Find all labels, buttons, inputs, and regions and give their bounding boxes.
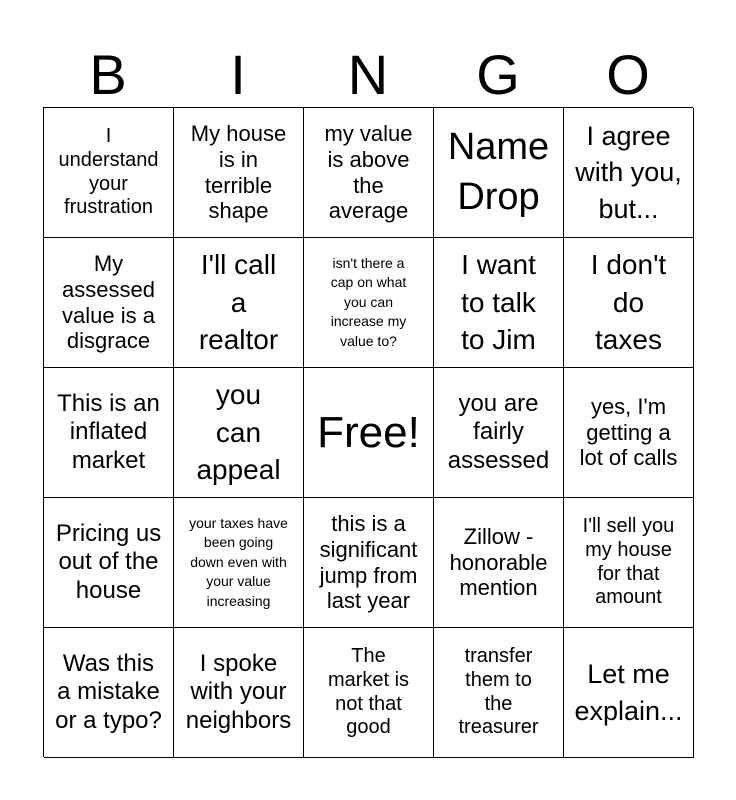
bingo-cell[interactable]: I agree with you, but...: [564, 108, 694, 238]
bingo-cell[interactable]: I don't do taxes: [564, 238, 694, 368]
bingo-cell[interactable]: I'll sell you my house for that amount: [564, 498, 694, 628]
bingo-cell[interactable]: I want to talk to Jim: [434, 238, 564, 368]
bingo-cell[interactable]: Let me explain...: [564, 628, 694, 758]
bingo-cell[interactable]: My assessed value is a disgrace: [44, 238, 174, 368]
bingo-grid: [43, 107, 693, 757]
bingo-cell[interactable]: your taxes have been going down even with your value increasing: [174, 498, 304, 628]
bingo-cell[interactable]: you are fairly assessed: [434, 368, 564, 498]
bingo-cell[interactable]: my value is above the average: [304, 108, 434, 238]
header-letter-g: G: [476, 43, 520, 106]
header-letter-i: I: [230, 43, 246, 106]
bingo-header: [43, 45, 693, 105]
bingo-cell[interactable]: I'll call a realtor: [174, 238, 304, 368]
bingo-cell[interactable]: isn't there a cap on what you can increase my value to?: [304, 238, 434, 368]
free-space[interactable]: Free!: [304, 368, 434, 498]
bingo-cell[interactable]: you can appeal: [174, 368, 304, 498]
header-letter-o: O: [606, 43, 650, 106]
bingo-cell[interactable]: Was this a mistake or a typo?: [44, 628, 174, 758]
header-letter-n: N: [347, 43, 389, 106]
bingo-cell[interactable]: transfer them to the treasurer: [434, 628, 564, 758]
bingo-cell[interactable]: The market is not that good: [304, 628, 434, 758]
bingo-cell[interactable]: Name Drop: [434, 108, 564, 238]
bingo-cell[interactable]: Zillow - honorable mention: [434, 498, 564, 628]
bingo-cell[interactable]: this is a significant jump from last year: [304, 498, 434, 628]
bingo-cell[interactable]: I spoke with your neighbors: [174, 628, 304, 758]
bingo-cell[interactable]: yes, I'm getting a lot of calls: [564, 368, 694, 498]
bingo-cell[interactable]: This is an inflated market: [44, 368, 174, 498]
bingo-cell[interactable]: I understand your frustration: [44, 108, 174, 238]
bingo-cell[interactable]: Pricing us out of the house: [44, 498, 174, 628]
bingo-cell[interactable]: My house is in terrible shape: [174, 108, 304, 238]
header-letter-b: B: [89, 43, 127, 106]
